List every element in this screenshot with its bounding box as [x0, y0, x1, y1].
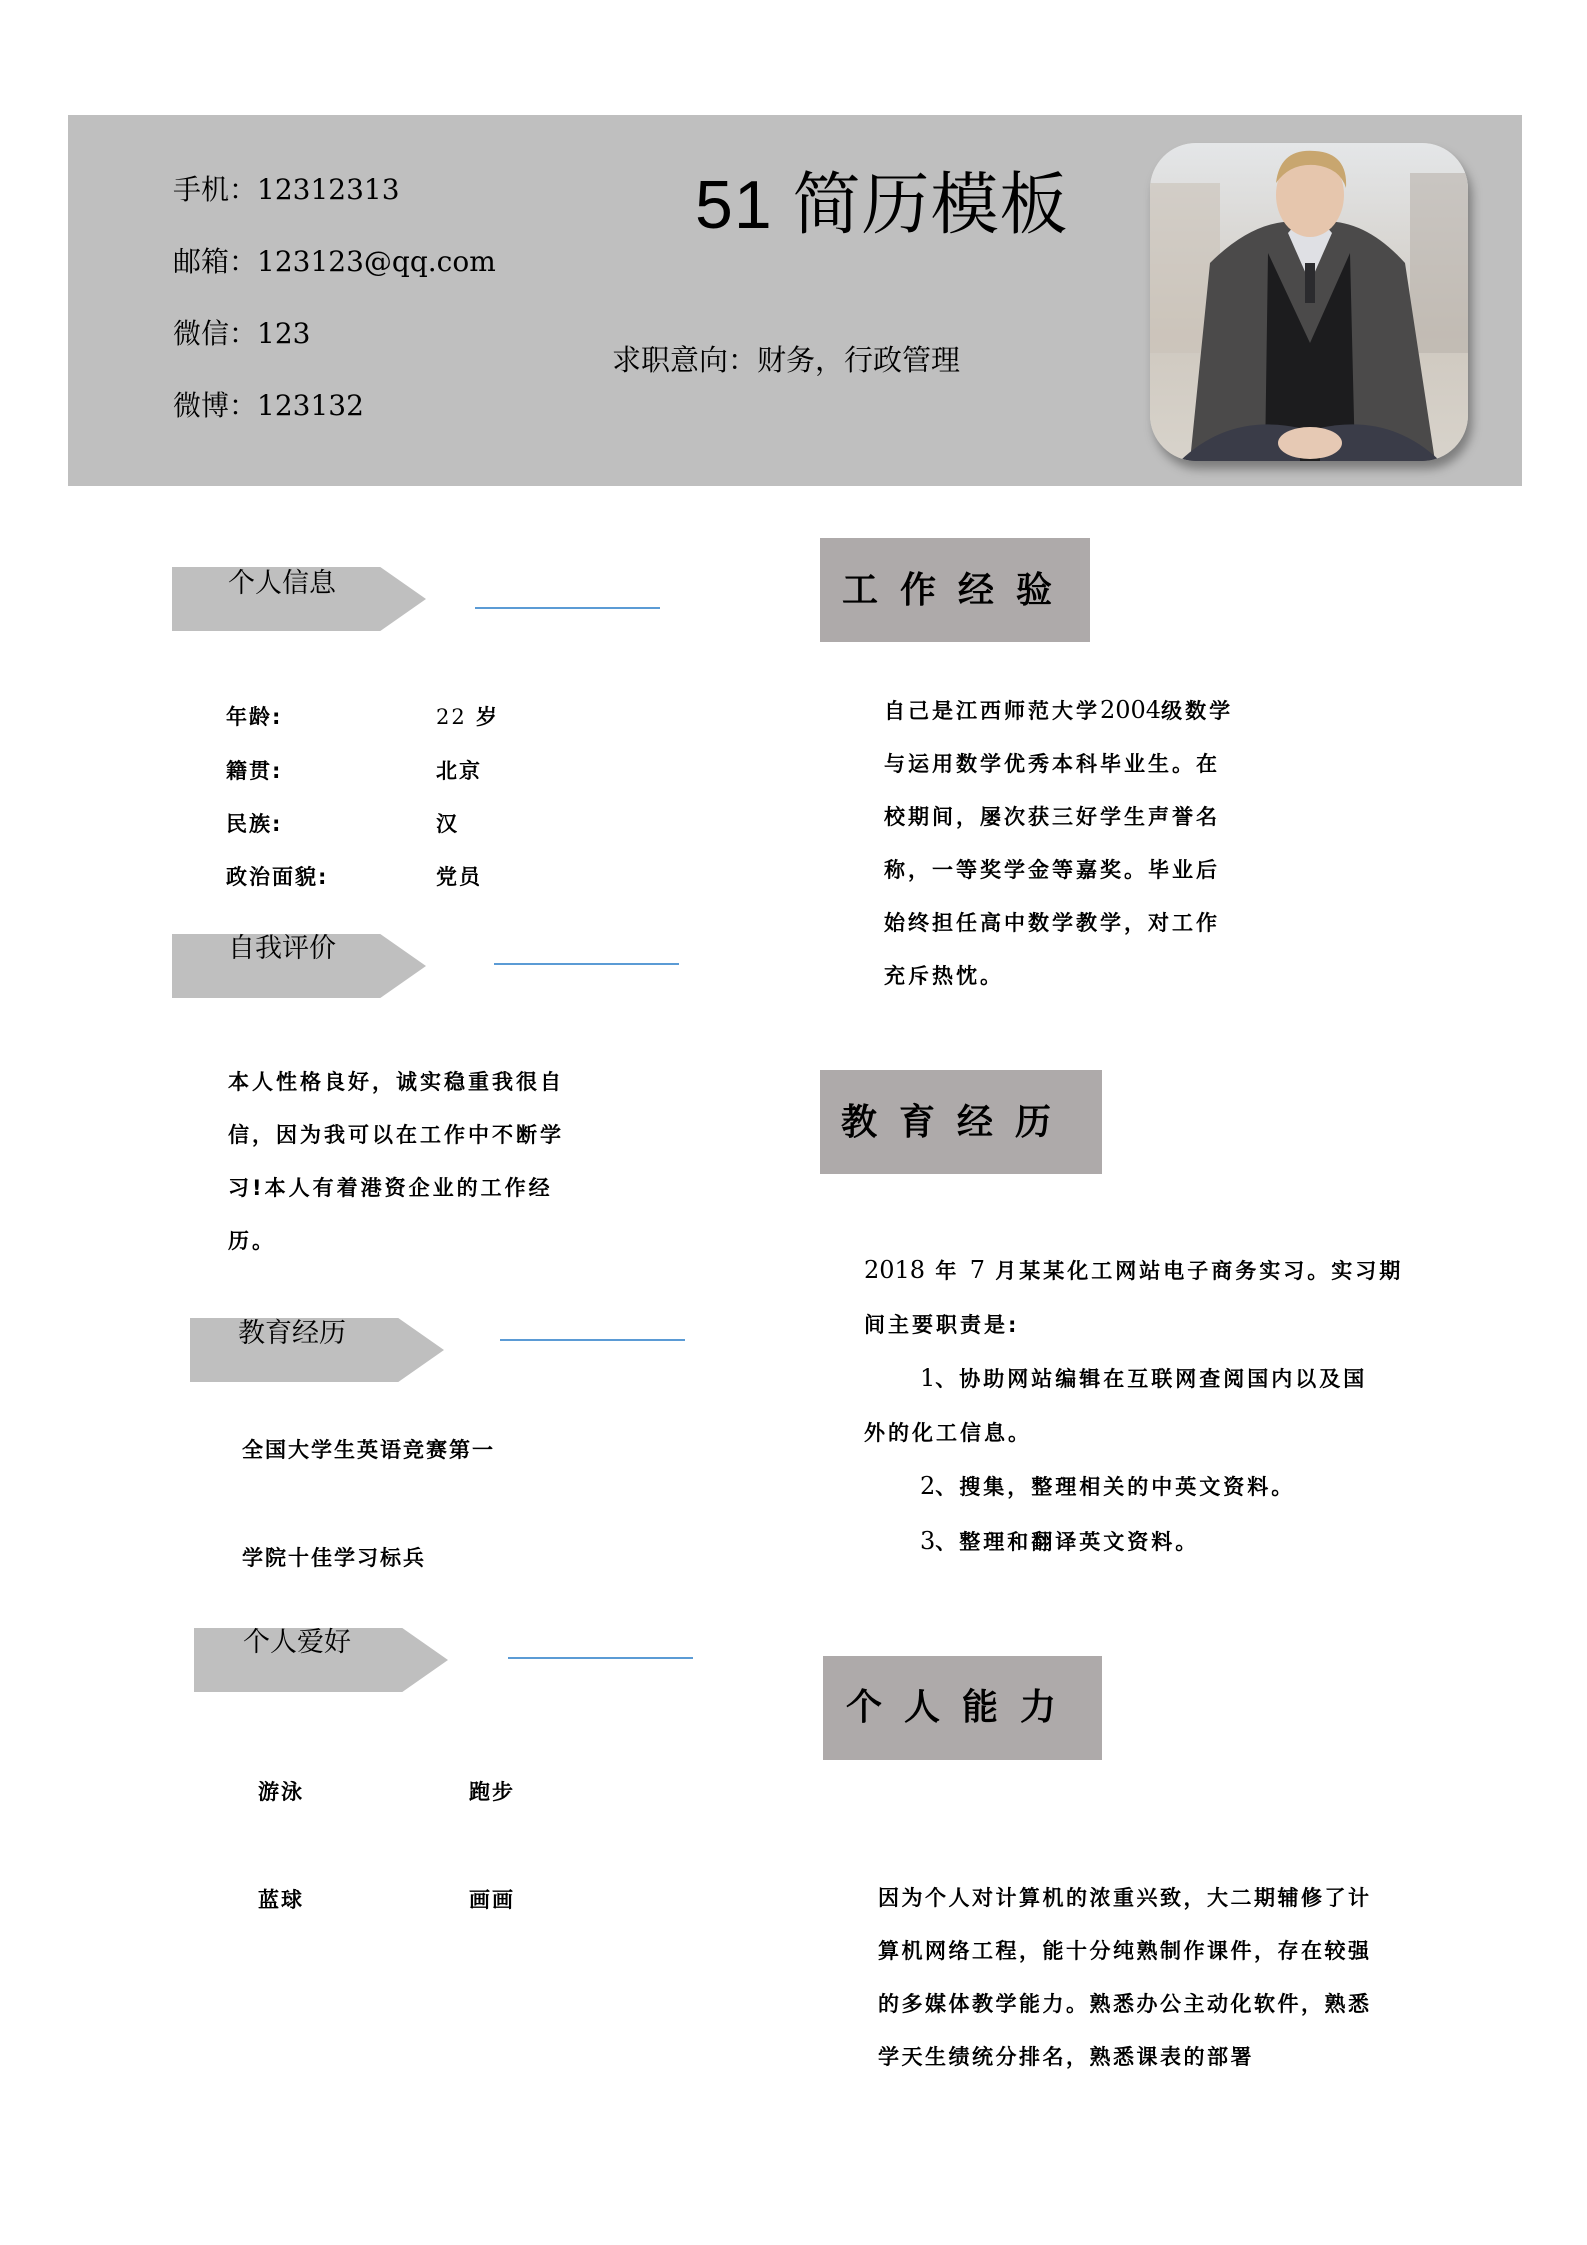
age-unit: 岁 — [466, 705, 500, 729]
section-title-personal-info: 个人信息 — [228, 568, 336, 599]
edu-duty-item — [864, 1352, 1403, 1407]
self-evaluation-text — [228, 1056, 564, 1268]
info-label-political-status: 政治面貌: — [226, 865, 329, 889]
section-title-abilities: 个人能力 — [846, 1687, 1079, 1728]
work-line-year: 2004 — [1100, 696, 1162, 724]
contact-email-label: 邮箱： — [173, 245, 258, 278]
info-label-hometown: 籍贯: — [226, 759, 283, 783]
divider-line — [494, 963, 679, 965]
profile-photo — [1150, 143, 1468, 461]
section-title-self-evaluation: 自我评价 — [228, 933, 336, 964]
person-photo-icon — [1150, 143, 1468, 461]
work-line — [884, 684, 1233, 738]
info-label-ethnicity: 民族: — [226, 812, 283, 836]
edu-duty-item — [864, 1460, 1403, 1515]
job-objective: 求职意向：财务，行政管理 — [612, 343, 961, 377]
self-evaluation-line: 历。 — [228, 1229, 276, 1253]
abilities-text — [878, 1872, 1372, 2084]
section-title-education-experience: 教育经历 — [841, 1102, 1074, 1143]
info-value-age — [436, 704, 499, 730]
edu-duty-item — [864, 1515, 1403, 1570]
divider-line — [475, 607, 660, 609]
contact-phone-value: 12312313 — [257, 173, 400, 206]
hobby-item: 游泳 — [258, 1780, 304, 1804]
edu-line-text: 年 — [925, 1259, 970, 1283]
age-number: 22 — [436, 705, 467, 729]
edu-year: 2018 — [864, 1256, 926, 1284]
work-line-text: 级数学 — [1161, 699, 1234, 723]
info-label-age: 年龄: — [226, 705, 283, 729]
work-line: 称，一等奖学金等嘉奖。毕业后 — [884, 858, 1220, 882]
hobby-item: 蓝球 — [258, 1888, 304, 1912]
section-title-hobbies: 个人爱好 — [243, 1627, 351, 1658]
hobby-item: 跑步 — [469, 1780, 515, 1804]
education-item: 学院十佳学习标兵 — [242, 1546, 426, 1570]
work-experience-text — [884, 684, 1233, 1003]
edu-line: 间主要职责是: — [864, 1312, 1020, 1337]
edu-line — [864, 1244, 1403, 1299]
contact-email — [173, 245, 496, 279]
ability-line: 的多媒体教学能力。熟悉办公主动化软件，熟悉 — [878, 1992, 1372, 2016]
hobby-item: 画画 — [469, 1888, 515, 1912]
work-line: 始终担任高中数学教学，对工作 — [884, 911, 1220, 935]
edu-duty-text: 、协助网站编辑在互联网查阅国内以及国 — [935, 1367, 1368, 1391]
ability-line: 学天生绩统分排名，熟悉课表的部署 — [878, 2045, 1254, 2069]
info-value-political-status: 党员 — [436, 865, 482, 889]
info-value-ethnicity: 汉 — [436, 812, 459, 836]
contact-weibo-label: 微博： — [173, 389, 258, 422]
work-line: 充斥热忱。 — [884, 964, 1004, 988]
contact-wechat — [173, 317, 310, 351]
edu-line-text: 月某某化工网站电子商务实习。实习期 — [984, 1259, 1404, 1283]
edu-duty-number: 3 — [920, 1526, 936, 1555]
ability-line: 因为个人对计算机的浓重兴致，大二期辅修了计 — [878, 1886, 1372, 1910]
self-evaluation-line: 信，因为我可以在工作中不断学 — [228, 1123, 564, 1147]
edu-duty-number: 2 — [920, 1472, 936, 1500]
info-value-hometown: 北京 — [436, 759, 482, 783]
ability-line: 算机网络工程，能十分纯熟制作课件，存在较强 — [878, 1939, 1372, 1963]
work-line: 与运用数学优秀本科毕业生。在 — [884, 752, 1220, 776]
work-line-text: 自己是江西师范大学 — [884, 699, 1100, 723]
divider-line — [500, 1339, 685, 1341]
education-experience-text — [864, 1244, 1403, 1569]
contact-weibo-value: 123132 — [257, 389, 364, 422]
self-evaluation-line: 习!本人有着港资企业的工作经 — [228, 1176, 553, 1200]
edu-line: 外的化工信息。 — [864, 1420, 1032, 1445]
self-evaluation-line: 本人性格良好，诚实稳重我很自 — [228, 1070, 564, 1094]
edu-duty-text: 、整理和翻译英文资料。 — [935, 1529, 1200, 1554]
edu-month: 7 — [969, 1256, 985, 1284]
section-title-education: 教育经历 — [238, 1318, 346, 1349]
contact-wechat-label: 微信： — [173, 317, 258, 350]
divider-line — [508, 1657, 693, 1659]
contact-phone-label: 手机： — [173, 173, 258, 206]
education-item: 全国大学生英语竞赛第一 — [242, 1438, 495, 1462]
page-title: 51 简历模板 — [695, 167, 1069, 243]
contact-email-value: 123123@qq.com — [257, 245, 496, 278]
contact-phone — [173, 173, 400, 207]
edu-duty-number: 1 — [920, 1364, 936, 1392]
edu-duty-text: 、搜集，整理相关的中英文资料。 — [935, 1475, 1296, 1499]
section-title-work-experience: 工作经验 — [842, 570, 1075, 611]
contact-wechat-value: 123 — [257, 317, 311, 350]
contact-weibo — [173, 389, 364, 423]
work-line: 校期间，屡次获三好学生声誉名 — [884, 805, 1220, 829]
